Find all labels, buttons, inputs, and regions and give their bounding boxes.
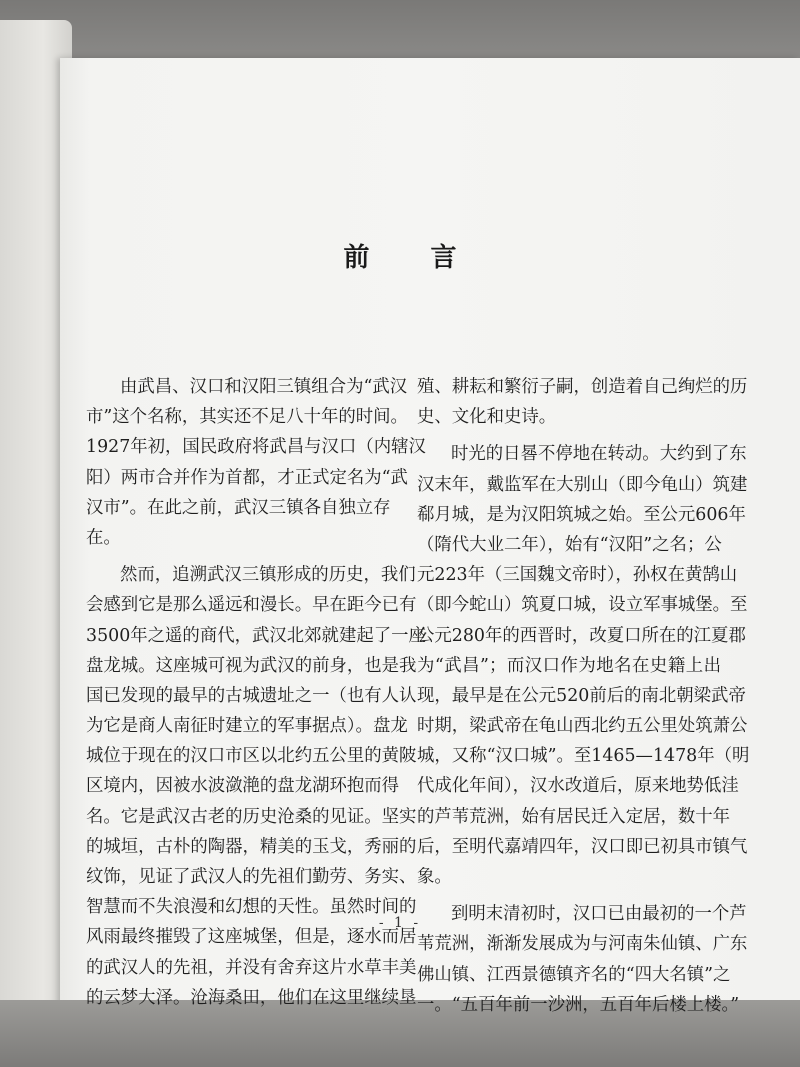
text-line: 会感到它是那么遥远和漫长。早在距今已有 [86,595,417,616]
page-title: 前 言 [343,243,483,273]
text-line: （即今蛇山）筑夏口城，设立军事城堡。至 [417,595,748,616]
text-line: 阳）两市合并作为首都，才正式定名为“武 [86,467,408,488]
text-line: 风雨最终摧毁了这座城堡，但是，逐水而居 [86,927,417,948]
text-line: 代成化年间），汉水改道后，原来地势低洼 [417,776,739,797]
text-line: 纹饰，见证了武汉人的先祖们勤劳、务实、 [86,867,417,887]
text-line: 的芦苇荒洲，始有居民迁入定居，数十年 [417,806,731,827]
text-line: 名。它是武汉古老的历史沧桑的见证。坚实 [86,806,417,827]
text-line: 殖、耕耘和繁衍子嗣，创造着自己绚烂的历 [417,377,748,397]
text-line: 1927年初，国民政府将武昌与汉口（内辖汉 [86,437,426,458]
text-line: 城，又称“汉口城”。至1465—1478年（明 [417,746,750,767]
text-line: 到明末清初时，汉口已由最初的一个芦 [451,904,747,925]
text-line: 区境内，因被水波潋滟的盘龙湖环抱而得 [86,776,400,797]
paragraph [417,439,750,892]
text-line: 的城垣，古朴的陶器，精美的玉戈，秀丽的 [86,836,417,857]
text-line: 史、文化和史诗。 [417,407,557,428]
text-line: 苇荒洲，渐渐发展成为与河南朱仙镇、广东 [417,934,748,955]
text-line: 汉末年，戴监军在大别山（即今龟山）筑建 [417,474,748,495]
paragraph [417,372,748,432]
text-line: 市”这个名称，其实还不足八十年的时间。 [86,407,408,428]
text-line: 现，最早是在公元520前后的南北朝梁武帝 [417,685,746,706]
text-line: 时期，梁武帝在龟山西北约五公里处筑萧公 [417,716,748,737]
text-line: 的武汉人的先祖，并没有舍弃这片水草丰美 [86,957,417,978]
text-line: 盘龙城。这座城可视为武汉的前身，也是我 [86,655,417,676]
text-line: 智慧而不失浪漫和幻想的天性。虽然时间的 [86,897,417,918]
text-line: 为“武昌”；而汉口作为地名在史籍上出 [417,655,721,676]
paragraph [86,560,426,1013]
text-line: 为它是商人南征时建立的军事据点）。盘龙 [86,716,408,737]
text-line: 由武昌、汉口和汉阳三镇组合为“武汉 [120,377,408,397]
text-line: 佛山镇、江西景德镇齐名的“四大名镇”之 [417,964,731,985]
text-line: 汉市”。在此之前，武汉三镇各自独立存 [86,497,391,518]
text-line: 时光的日晷不停地在转动。大约到了东 [451,444,747,465]
text-line: 元223年（三国魏文帝时），孙权在黄鹄山 [417,565,738,586]
paragraph [86,372,426,553]
text-line: 象。 [417,867,452,887]
text-line: 国已发现的最早的古城遗址之一（也有人认 [86,685,417,706]
text-line: 3500年之遥的商代，武汉北郊就建起了一座 [86,625,426,646]
text-line: 然而，追溯武汉三镇形成的历史，我们 [120,565,416,586]
text-line: 一。“五百年前一沙洲，五百年后楼上楼。” [417,994,740,1015]
page-number: - 1 - [378,915,422,931]
text-line: 后，至明代嘉靖四年，汉口即已初具市镇气 [417,836,748,857]
text-line: 公元280年的西晋时，改夏口所在的江夏郡 [417,625,746,646]
text-line: 的云梦大泽。沧海桑田，他们在这里继续垦 [86,987,417,1008]
text-line: （隋代大业二年），始有“汉阳”之名；公 [417,534,722,555]
text-line: 城位于现在的汉口市区以北约五公里的黄陂 [86,746,417,767]
text-line: 郗月城，是为汉阳筑城之始。至公元606年 [417,504,746,525]
text-line: 在。 [86,527,121,548]
